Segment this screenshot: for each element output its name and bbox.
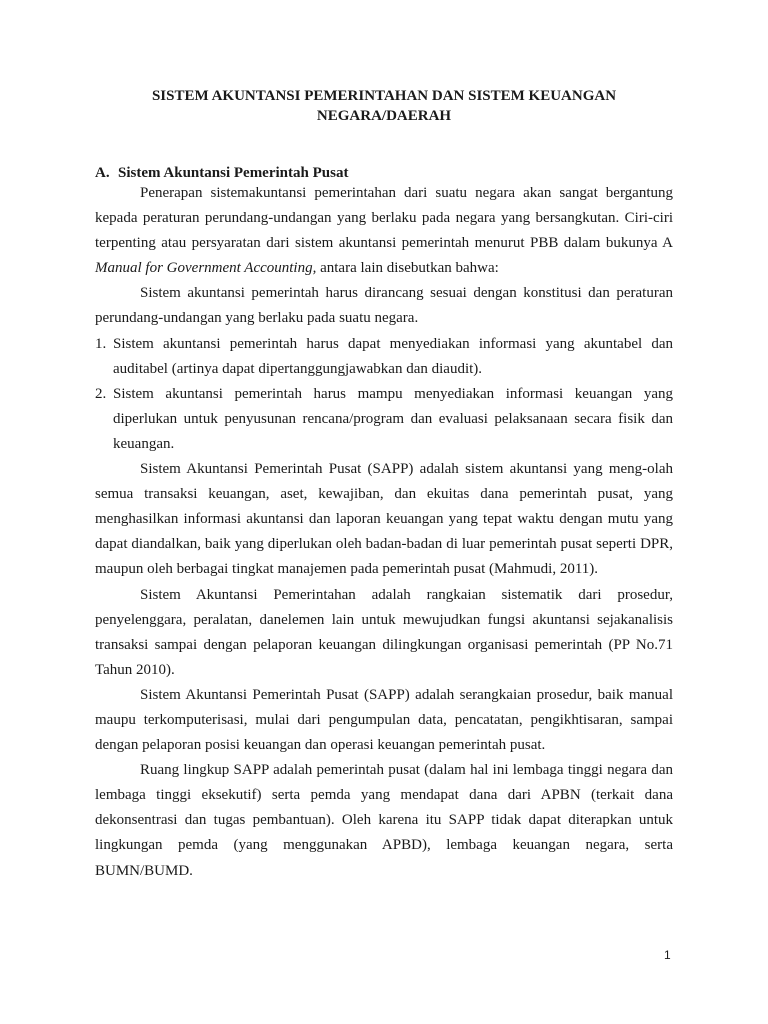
- page-number: 1: [664, 948, 671, 962]
- list-number: 1.: [95, 335, 107, 352]
- book-title: Manual for Government Accounting,: [95, 260, 317, 277]
- list-item: [95, 382, 673, 457]
- paragraph-1: [95, 181, 673, 281]
- paragraph-4: Sistem Akuntansi Pemerintahan adalah rangkaian sistematik dari prosedur, penyelenggara, peralatan, danelemen lain untuk mewujudkan fungsi akuntansi sejakanalisis transaksi sampai dengan pelaporan keuangan dilingkungan organisasi pemerintah (PP No.71 Tahun 2010).: [95, 586, 673, 678]
- list-text: Sistem akuntansi pemerintah harus mampu menyediakan informasi keuangan yang diperlukan untuk penyusunan rencana/program dan evaluasi pelaksanaan secara fisik dan keuangan.: [113, 385, 673, 452]
- list-text: Sistem akuntansi pemerintah harus dapat menyediakan informasi yang akuntabel dan auditabel (artinya dapat dipertanggungjawabkan dan diaudit).: [113, 335, 673, 377]
- document-title: SISTEM AKUNTANSI PEMERINTAHAN DAN SISTEM KEUANGAN NEGARA/DAERAH: [151, 88, 617, 124]
- list-item: [95, 332, 673, 382]
- paragraph-2: Sistem akuntansi pemerintah harus dirancang sesuai dengan konstitusi dan peraturan perundang-undangan yang berlaku pada suatu negara.: [95, 285, 673, 327]
- section-marker: A.: [95, 165, 110, 181]
- paragraph-1-text: Penerapan sistemakuntansi pemerintahan dari suatu negara akan sangat bergantung kepada peraturan perundang-undangan yang berlaku pada negara yang bersangkutan. Ciri-ciri terpenting atau persyaratan dari sistem akuntansi pemerintah menurut PBB dalam bukunya A: [95, 185, 673, 252]
- section-heading: [95, 163, 348, 183]
- paragraph-3: Sistem Akuntansi Pemerintah Pusat (SAPP) adalah sistem akuntansi yang meng-olah semua transaksi keuangan, aset, kewajiban, dan ekuitas dana pemerintah pusat, yang menghasilkan informasi akuntansi dan laporan keuangan yang tepat waktu dengan mutu yang dapat diandalkan, baik yang diperlukan oleh badan-badan di luar pemerintah pusat seperti DPR, maupun oleh berbagai tingkat manajemen pada pemerintah pusat (Mahmudi, 2011).: [95, 461, 673, 578]
- document-body: [95, 181, 673, 884]
- section-heading-text: Sistem Akuntansi Pemerintah Pusat: [118, 165, 349, 181]
- paragraph-1-end: antara lain disebutkan bahwa:: [316, 260, 499, 277]
- paragraph-5: Sistem Akuntansi Pemerintah Pusat (SAPP) adalah serangkaian prosedur, baik manual maupu terkomputerisasi, mulai dari pengumpulan data, pencatatan, pengikhtisaran, sampai dengan pelaporan posisi keuangan dan operasi keuangan pemerintah pusat.: [95, 686, 673, 754]
- list-number: 2.: [95, 385, 107, 402]
- paragraph-6: Ruang lingkup SAPP adalah pemerintah pusat (dalam hal ini lembaga tinggi negara dan lembaga tinggi eksekutif) serta pemda yang mendapat dana dari APBN (terkait dana dekonsentrasi dan tugas pembantuan). Oleh karena itu SAPP tidak dapat diterapkan untuk lingkungan pemda (yang menggunakan APBD), lembaga keuangan negara, serta BUMN/BUMD.: [95, 762, 673, 879]
